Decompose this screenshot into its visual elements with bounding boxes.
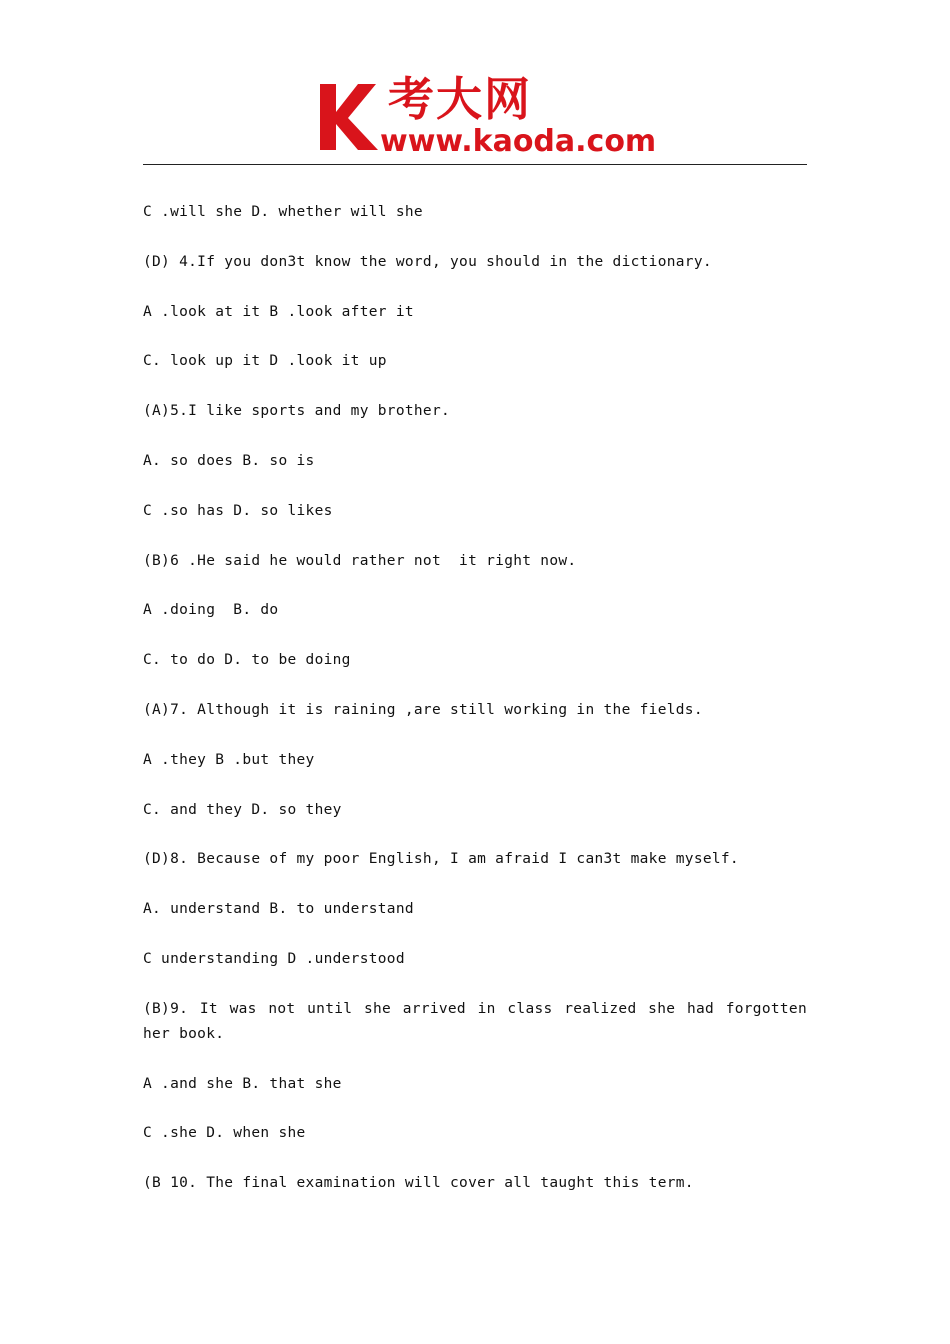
question-8: (D)8. Because of my poor English, I am afraid I can3t make myself. xyxy=(143,851,739,868)
option-line-q6-ab: A .doing B. do xyxy=(143,602,279,619)
kaoda-k-logo-icon xyxy=(318,82,380,152)
option-line-q6-cd: C. to do D. to be doing xyxy=(143,652,351,669)
option-line-q5-cd: C .so has D. so likes xyxy=(143,502,333,519)
option-line-q9-cd: C .she D. when she xyxy=(143,1125,306,1142)
option-line-q3-cd: C .will she D. whether will she xyxy=(143,204,423,220)
option-line-q4-ab: A .look at it B .look after it xyxy=(143,303,414,320)
option-line-q4-cd: C. look up it D .look it up xyxy=(143,353,387,370)
question-6: (B)6 .He said he would rather not it right now. xyxy=(143,552,577,569)
question-5: (A)5.I like sports and my brother. xyxy=(143,403,451,420)
question-10: (B 10. The final examination will cover all taught this term. xyxy=(143,1175,694,1192)
question-4: (D) 4.If you don3t know the word, you should in the dictionary. xyxy=(143,253,712,270)
kaoda-logo xyxy=(318,72,657,160)
question-9: (B)9. It was not until she arrived in class realized she had forgotten her book. xyxy=(143,1000,807,1042)
option-line-q5-ab: A. so does B. so is xyxy=(143,452,315,469)
logo-url-text: www.kaoda.com xyxy=(380,124,657,159)
option-line-q7-cd: C. and they D. so they xyxy=(143,801,342,818)
option-line-q8-ab: A. understand B. to understand xyxy=(143,901,414,918)
option-line-q9-ab: A .and she B. that she xyxy=(143,1075,342,1092)
header-divider xyxy=(143,164,807,165)
option-line-q8-cd: C understanding D .understood xyxy=(143,950,405,967)
option-line-q7-ab: A .they B .but they xyxy=(143,751,315,768)
document-body xyxy=(143,200,807,1221)
logo-chinese-text: 考大网 xyxy=(388,72,532,126)
question-7: (A)7. Although it is raining ,are still working in the fields. xyxy=(143,701,703,718)
